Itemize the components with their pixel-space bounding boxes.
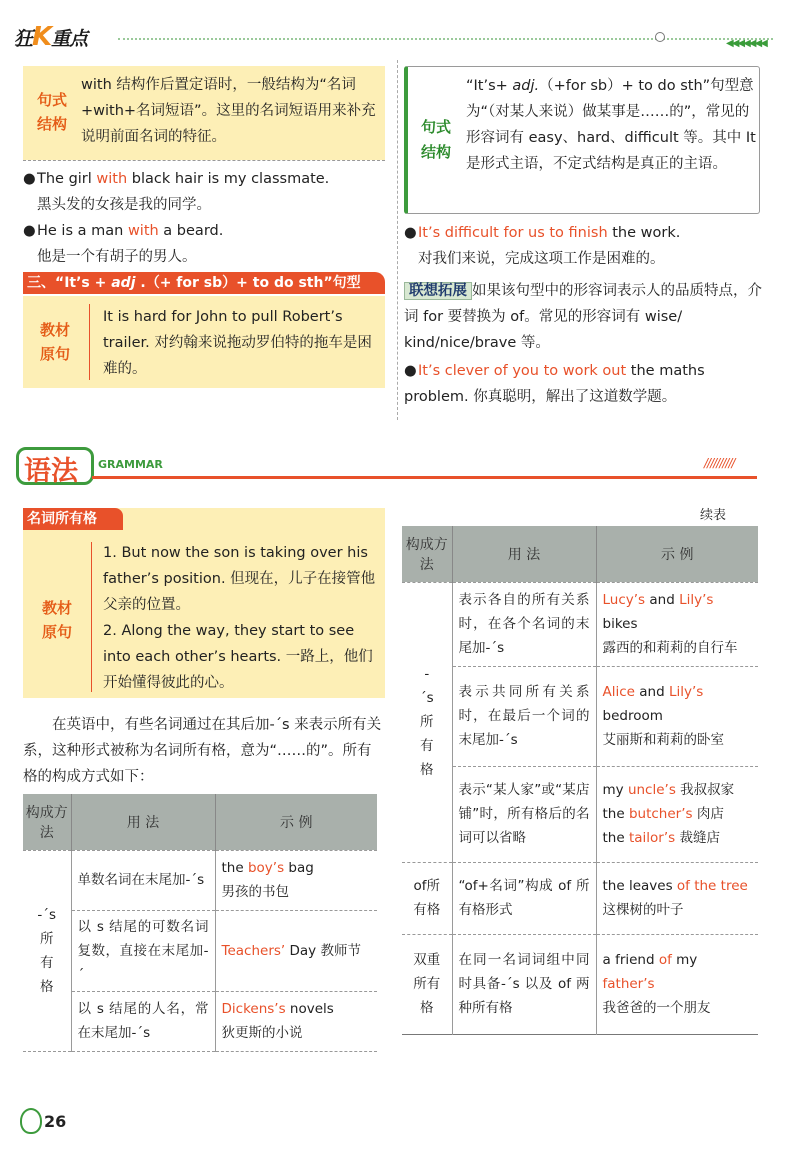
example-translation: 黑头发的女孩是我的同学。 [37,197,211,213]
possessive-intro: 在英语中，有些名词通过在其后加-´s 来表示所有关系，这种形式被称为名词所有格，意为“……的”。所有格的构成方式如下： [23,717,382,785]
page-number: 26 [14,1106,66,1140]
example-sentence: ●He is a man with a beard. [23,223,224,239]
column-divider [397,60,398,420]
header-arrows-icon: ◀◀◀◀◀◀◀ [726,38,766,49]
it-example-1: ●It’s difficult for us to finish the work. 对我们来说，完成这项工作是困难的。 [404,220,764,272]
textbook-sentences: 1. But now the son is taking over his father’s position. 但现在，儿子在接管他父亲的位置。 2. Along the way, they start to see into each other’s hearts. 一路上，他们开始懂得彼此的心。 [103,545,376,691]
table-row: -´s所有格 表示各自的所有关系时，在各个名词的末尾加-´s Lucy’s and Lily’s bikes 露西的和莉莉的自行车 [402,582,758,666]
brand-logo: 狂K重点 [14,22,88,52]
it-example-2: ●It’s clever of you to work out the maths problem. 你真聪明，解出了这道数学题。 [404,363,705,405]
grammar-en-title: GRAMMAR [98,458,163,471]
grammar-slashes: ////////// [704,456,735,470]
noun-possessive-tag: 名词所有格 [23,508,123,530]
pattern-text: “It’s+ adj.（+for sb）+ to do sth”句型意为“（对某人来说）做某事是……的”，常见的形容词有 easy、hard、difficult 等。其中 It 是形式主语，不定式结构是真正的主语。 [466,78,756,172]
pattern-label: 句式 结构 [420,118,451,161]
with-pattern-box [23,66,385,160]
table-row: 表示“某人家”或“某店铺”时，所有格后的名词可以省略 my uncle’s 我叔叔家 the butcher’s 肉店 the tailor’s 裁缝店 [402,766,758,862]
divider [23,160,385,161]
possessive-table-left [23,794,377,1052]
it-pattern-box [404,66,760,214]
textbook-label: 教材 原句 [41,599,72,641]
textbook-sentence: It is hard for John to pull Robert’s trailer. 对约翰来说拖动罗伯特的拖车是困难的。 [103,309,372,377]
continued-label: 续表 [700,508,727,523]
extension-tag: 联想拓展 [404,282,472,300]
grammar-title: 语法 [24,456,78,487]
table-row: 以 s 结尾的人名，常在末尾加-´s Dickens’s novels 狄更斯的小说 [23,991,377,1051]
possessive-table-right [402,526,758,1035]
with-examples [23,166,393,270]
pattern-label: 句式 结构 [36,91,67,133]
textbook-label: 教材 原句 [39,321,70,363]
noun-possessive-box [23,508,385,698]
pattern-text: with 结构作后置定语时，一般结构为“名词+with+名词短语”。这里的名词短语用来补充说明前面名词的特征。 [81,77,376,145]
table-row: -´s所有格 单数名词在末尾加-´s the boy’s bag 男孩的书包 [23,850,377,910]
extension-note: 联想拓展 如果该句型中的形容词表示人的品质特点，介词 for 要替换为 of。常见的形容词有 wise/ kind/nice/brave 等。 [404,283,762,351]
textbook-sentence-box [23,296,385,388]
table-row: of所有格 “of+名词”构成 of 所有格形式 the leaves of the tree 这棵树的叶子 [402,862,758,934]
header-dotted-line [118,38,773,40]
header-circle-icon [655,32,665,42]
example-translation: 对我们来说，完成这项工作是困难的。 [418,251,665,267]
table-row: 双重所有格 在同一名词词组中同时具备-´s 以及 of 两种所有格 a friend of my father’s 我爸爸的一个朋友 [402,934,758,1034]
section-3-heading: 三、“It’s + adj .（+ for sb）+ to do sth”句型 [23,272,385,294]
balloon-icon [20,1108,42,1134]
example-translation: 他是一个有胡子的男人。 [37,249,197,265]
table-header: 构成方法 用 法 示 例 [23,794,377,850]
example-sentence: ●The girl with black hair is my classmate. [23,171,330,187]
table-row: 表示共同所有关系时，在最后一个词的末尾加-´s Alice and Lily’s bedroom 艾丽斯和莉莉的卧室 [402,666,758,766]
grammar-rule-line [92,476,757,479]
table-header: 构成方法 用 法 示 例 [402,526,758,582]
table-row: 以 s 结尾的可数名词复数，直接在末尾加-´ Teachers’ Day 教师节 [23,910,377,991]
